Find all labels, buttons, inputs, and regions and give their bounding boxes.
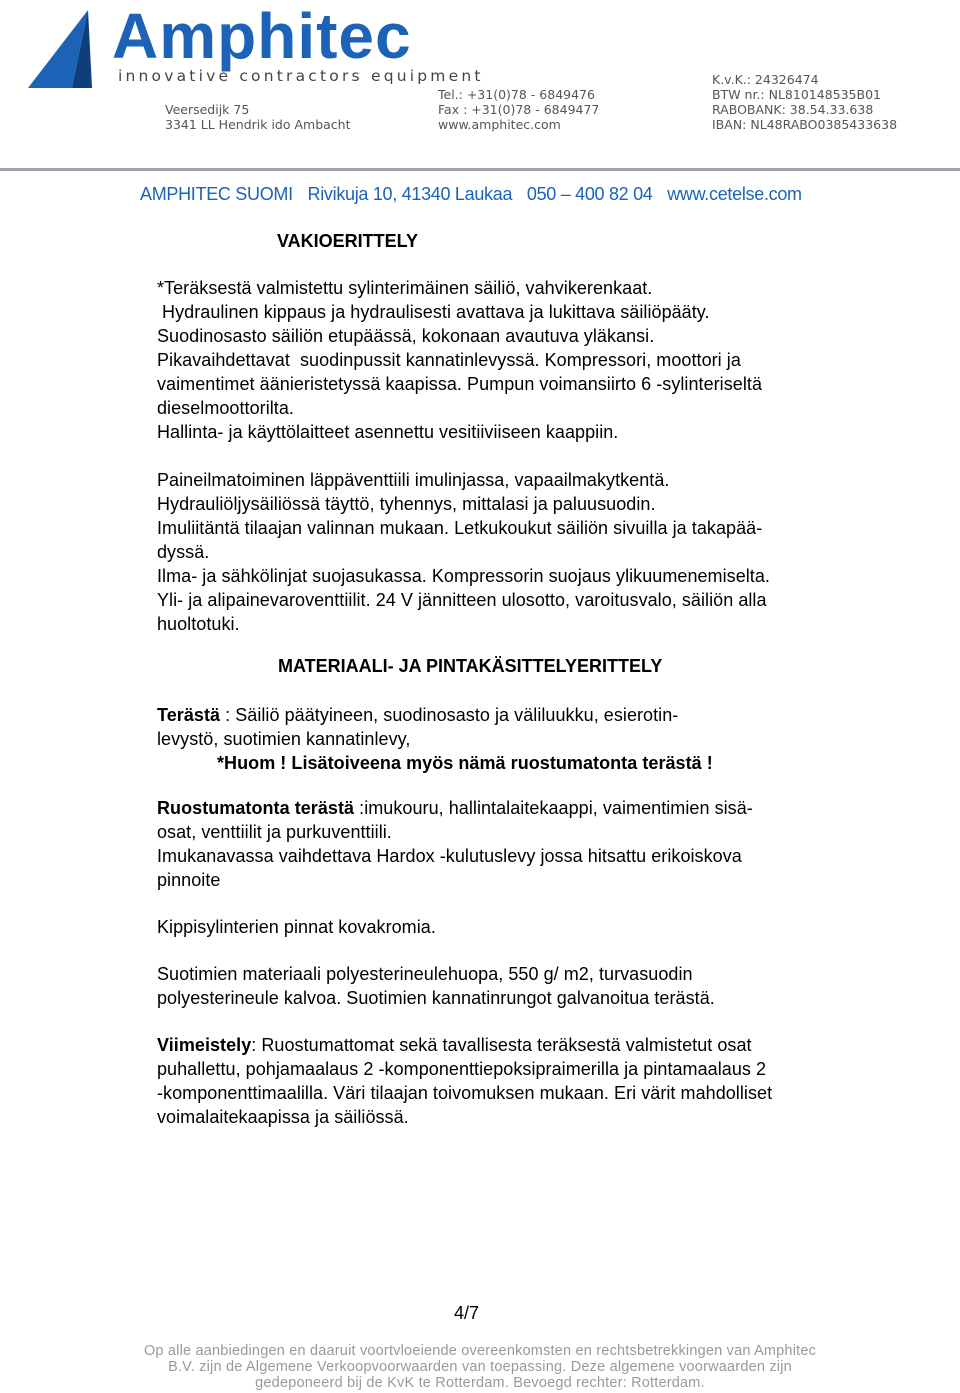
text-line: vaimentimet äänieristetyssä kaapissa. Pumpun voimansiirto 6 -sylinteriseltä bbox=[157, 374, 763, 394]
registration-line: BTW nr.: NL810148535B01 bbox=[712, 87, 881, 102]
ruost-text: :imukouru, hallintalaitekaappi, vaimentimien sisä- bbox=[354, 798, 753, 818]
address-line: 3341 LL Hendrik ido Ambacht bbox=[165, 117, 351, 132]
amphitec-logo-icon bbox=[20, 10, 120, 90]
fax-line: Fax : +31(0)78 - 6849477 bbox=[438, 102, 600, 117]
section-title: MATERIAALI- JA PINTAKÄSITTELYERITTELY bbox=[278, 656, 663, 676]
huom-note: *Huom ! Lisätoiveena myös nämä ruostumatonta terästä ! bbox=[217, 753, 713, 773]
text-line: dieselmoottorilta. bbox=[157, 398, 294, 418]
text-line: polyesterineule kalvoa. Suotimien kannatinrungot galvanoitua terästä. bbox=[157, 988, 715, 1008]
text-line: Ilma- ja sähkölinjat suojasukassa. Kompressorin suojaus ylikuumenemiselta. bbox=[157, 566, 770, 586]
terasta-paragraph bbox=[157, 703, 713, 775]
suotimet-paragraph bbox=[157, 962, 715, 1010]
text-line: puhallettu, pohjamaalaus 2 -komponenttiepoksipraimerilla ja pintamaalaus 2 bbox=[157, 1059, 767, 1079]
terasta-label: Terästä bbox=[157, 705, 221, 725]
text-line: osat, venttiilit ja purkuventtiili. bbox=[157, 822, 392, 842]
text-line: huoltotuki. bbox=[157, 614, 240, 634]
brand-tagline: innovative contractors equipment bbox=[118, 67, 484, 85]
ruost-label: Ruostumatonta terästä bbox=[157, 798, 355, 818]
phone-line: Tel.: +31(0)78 - 6849476 bbox=[438, 87, 595, 102]
ruostumaton-paragraph bbox=[157, 796, 753, 892]
registration-line: IBAN: NL48RABO0385433638 bbox=[712, 117, 898, 132]
suomi-phone: 050 – 400 82 04 bbox=[526, 184, 653, 204]
suomi-address: Rivikuja 10, 41340 Laukaa bbox=[307, 184, 513, 204]
kippi-paragraph: Kippisylinterien pinnat kovakromia. bbox=[157, 917, 436, 937]
text-line: Yli- ja alipainevaroventtiilit. 24 V jännitteen ulosotto, varoitusvalo, säiliön alla bbox=[157, 590, 767, 610]
text-line: voimalaitekaapissa ja säiliössä. bbox=[157, 1107, 409, 1127]
section-title: VAKIOERITTELY bbox=[277, 231, 419, 251]
header-divider bbox=[0, 168, 960, 171]
text-line: *Teräksestä valmistettu sylinterimäinen säiliö, vahvikerenkaat. bbox=[157, 278, 653, 298]
footer-line: Op alle aanbiedingen en daaruit voortvloeiende overeenkomsten en rechtsbetrekkingen van Amphitec bbox=[143, 1343, 817, 1359]
viim-label: Viimeistely bbox=[157, 1035, 252, 1055]
suomi-contact-line bbox=[140, 184, 812, 205]
text-line: Suodinosasto säiliön etupäässä, kokonaan avautuva yläkansi. bbox=[157, 326, 655, 346]
text-line: Imukanavassa vaihdettava Hardox -kulutuslevy jossa hitsattu erikoiskova bbox=[157, 846, 742, 866]
text-line: Paineilmatoiminen läppäventtiili imulinjassa, vapaailmakytkentä. bbox=[157, 470, 670, 490]
address-line: Veersedijk 75 bbox=[165, 102, 250, 117]
footer-line: gedeponeerd bij de KvK te Rotterdam. Bevoegd rechter: Rotterdam. bbox=[255, 1375, 705, 1391]
text-line: pinnoite bbox=[157, 870, 221, 890]
registration-line: K.v.K.: 24326474 bbox=[712, 72, 819, 87]
terasta-text: : Säiliö päätyineen, suodinosasto ja väliluukku, esierotin- bbox=[220, 705, 679, 725]
text-line: levystö, suotimien kannatinlevy, bbox=[157, 729, 411, 749]
section1-paragraph-2 bbox=[157, 468, 770, 636]
text-line: -komponenttimaalilla. Väri tilaajan toivomuksen mukaan. Eri värit mahdolliset bbox=[157, 1083, 773, 1103]
text-line: Pikavaihdettavat suodinpussit kannatinlevyssä. Kompressori, moottori ja bbox=[157, 350, 741, 370]
text-line: Hydrauliöljysäiliössä täyttö, tyhennys, mittalasi ja paluusuodin. bbox=[157, 494, 656, 514]
brand-name: Amphitec bbox=[112, 0, 412, 72]
text-line: dyssä. bbox=[157, 542, 210, 562]
text-line: Imuliitäntä tilaajan valinnan mukaan. Letkukoukut säiliön sivuilla ja takapää- bbox=[157, 518, 763, 538]
viim-text: : Ruostumattomat sekä tavallisesta teräksestä valmistetut osat bbox=[251, 1035, 752, 1055]
text-line: Suotimien materiaali polyesterineulehuopa, 550 g/ m2, turvasuodin bbox=[157, 964, 693, 984]
footer-line: B.V. zijn de Algemene Verkoopvoorwaarden van toepassing. Deze algemene voorwaarden zijn bbox=[168, 1359, 792, 1375]
text-line: Hallinta- ja käyttölaitteet asennettu vesitiiviiseen kaappiin. bbox=[157, 422, 619, 442]
company-contact bbox=[438, 87, 599, 132]
website-line: www.amphitec.com bbox=[438, 117, 561, 132]
page-number: 4/7 bbox=[454, 1303, 480, 1323]
section1-paragraph-1 bbox=[157, 276, 762, 444]
suomi-company: AMPHITEC SUOMI bbox=[140, 184, 293, 204]
text-line: Hydraulinen kippaus ja hydraulisesti avattava ja lukittava säiliöpääty. bbox=[157, 302, 710, 322]
viimeistely-paragraph bbox=[157, 1033, 772, 1129]
company-registration bbox=[712, 72, 897, 132]
company-address bbox=[165, 102, 351, 132]
suomi-website[interactable]: www.cetelse.com bbox=[667, 184, 802, 204]
registration-line: RABOBANK: 38.54.33.638 bbox=[712, 102, 874, 117]
